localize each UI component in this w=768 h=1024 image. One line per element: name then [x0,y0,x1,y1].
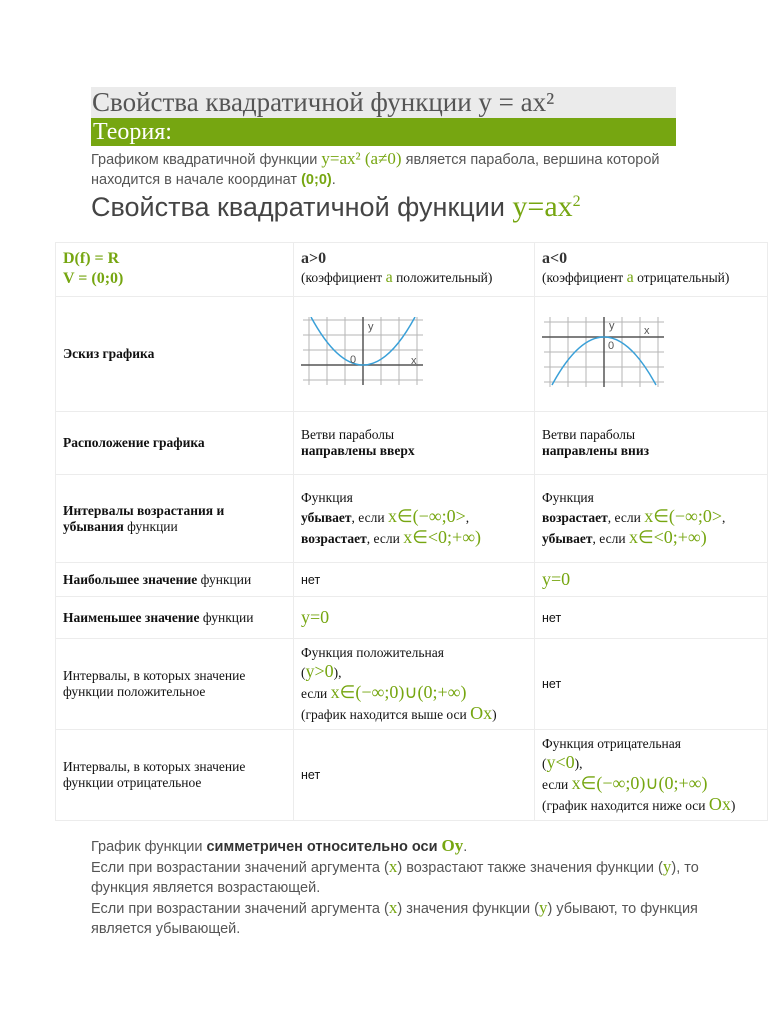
position-positive: Ветви параболы направлены вверх [294,412,535,475]
table-row [56,297,768,412]
sketch-negative [535,297,768,412]
properties-table [55,242,768,821]
negative-interval: Функция отрицательная (y<0), если x∈(−∞;0)∪(0;+∞) (график находится ниже оси Ox) [535,730,768,821]
monotonic-positive: Функция убывает, если x∈(−∞;0>, возрастает, если x∈<0;+∞) [294,475,535,563]
row-label-max: Наибольшее значение функции [56,563,294,597]
negative-interval-positive: нет [294,730,535,821]
table-row [56,730,768,821]
row-label-sketch: Эскиз графика [56,297,294,412]
origin-label: 0 [608,340,615,352]
table-header-row [56,243,768,297]
table-row [56,597,768,639]
decreasing-definition: Если при возрастании значений аргумента (x) значения функции (y) убывают, то функция является убывающей. [91,898,698,937]
table-row [56,412,768,475]
x-axis-label: x [411,355,417,367]
max-positive: нет [294,563,535,597]
conclusion-paragraph [91,836,711,939]
row-label-min: Наименьшее значение функции [56,597,294,639]
range-text: V = (0;0) [63,270,124,287]
y-axis-label: y [609,320,615,332]
min-positive: y=0 [294,597,535,639]
increasing-definition: Если при возрастании значений аргумента (x) возрастают также значения функции (y), то функция является возрастающей. [91,857,699,896]
parabola-down-graph [542,317,666,387]
row-label-positive: Интервалы, в которых значение функции положительное [56,639,294,730]
domain-text: D(f) = R [63,250,120,267]
section-subtitle: Свойства квадратичной функции $y=ax^2$ [91,190,581,223]
min-negative: нет [535,597,768,639]
table-row [56,563,768,597]
parabola-up-graph [301,317,425,387]
row-label-position: Расположение графика [56,412,294,475]
positive-interval: Функция положительная (y>0), если x∈(−∞;0)∪(0;+∞) (график находится выше оси Ox) [294,639,535,730]
sketch-positive [294,297,535,412]
col-header-positive: a>0 (коэффициент a положительный) [294,243,535,297]
col-title-positive: a>0 [301,250,327,267]
intro-vertex: (0;0) [301,172,332,188]
y-axis-label: y [368,321,374,333]
theory-heading: Теория: [93,119,172,145]
col-title-negative: a<0 [542,250,568,267]
position-negative: Ветви параболы направлены вниз [535,412,768,475]
row-label-monotonic: Интервалы возрастания и убывания функции [56,475,294,563]
subtitle-formula: y=ax [512,190,573,223]
x-axis-label: x [644,325,650,337]
monotonic-negative: Функция возрастает, если x∈(−∞;0>, убывает, если x∈<0;+∞) [535,475,768,563]
domain-cell [56,243,294,297]
intro-formula: y=ax² (a≠0) [321,149,402,168]
col-header-negative: a<0 (коэффициент a отрицательный) [535,243,768,297]
table-row [56,639,768,730]
page-title: Свойства квадратичной функции y = ax² [92,87,555,117]
symmetry-line: График функции симметричен относительно оси Oy. [91,836,468,855]
row-label-negative: Интервалы, в которых значение функции отрицательное [56,730,294,821]
positive-interval-negative: нет [535,639,768,730]
table-row [56,475,768,563]
max-negative: y=0 [535,563,768,597]
theory-band [91,118,676,146]
intro-paragraph: Графиком квадратичной функции y=ax² (a≠0) является парабола, вершина которой находится в начале координат (0;0). [91,149,660,188]
origin-label: 0 [350,354,357,366]
